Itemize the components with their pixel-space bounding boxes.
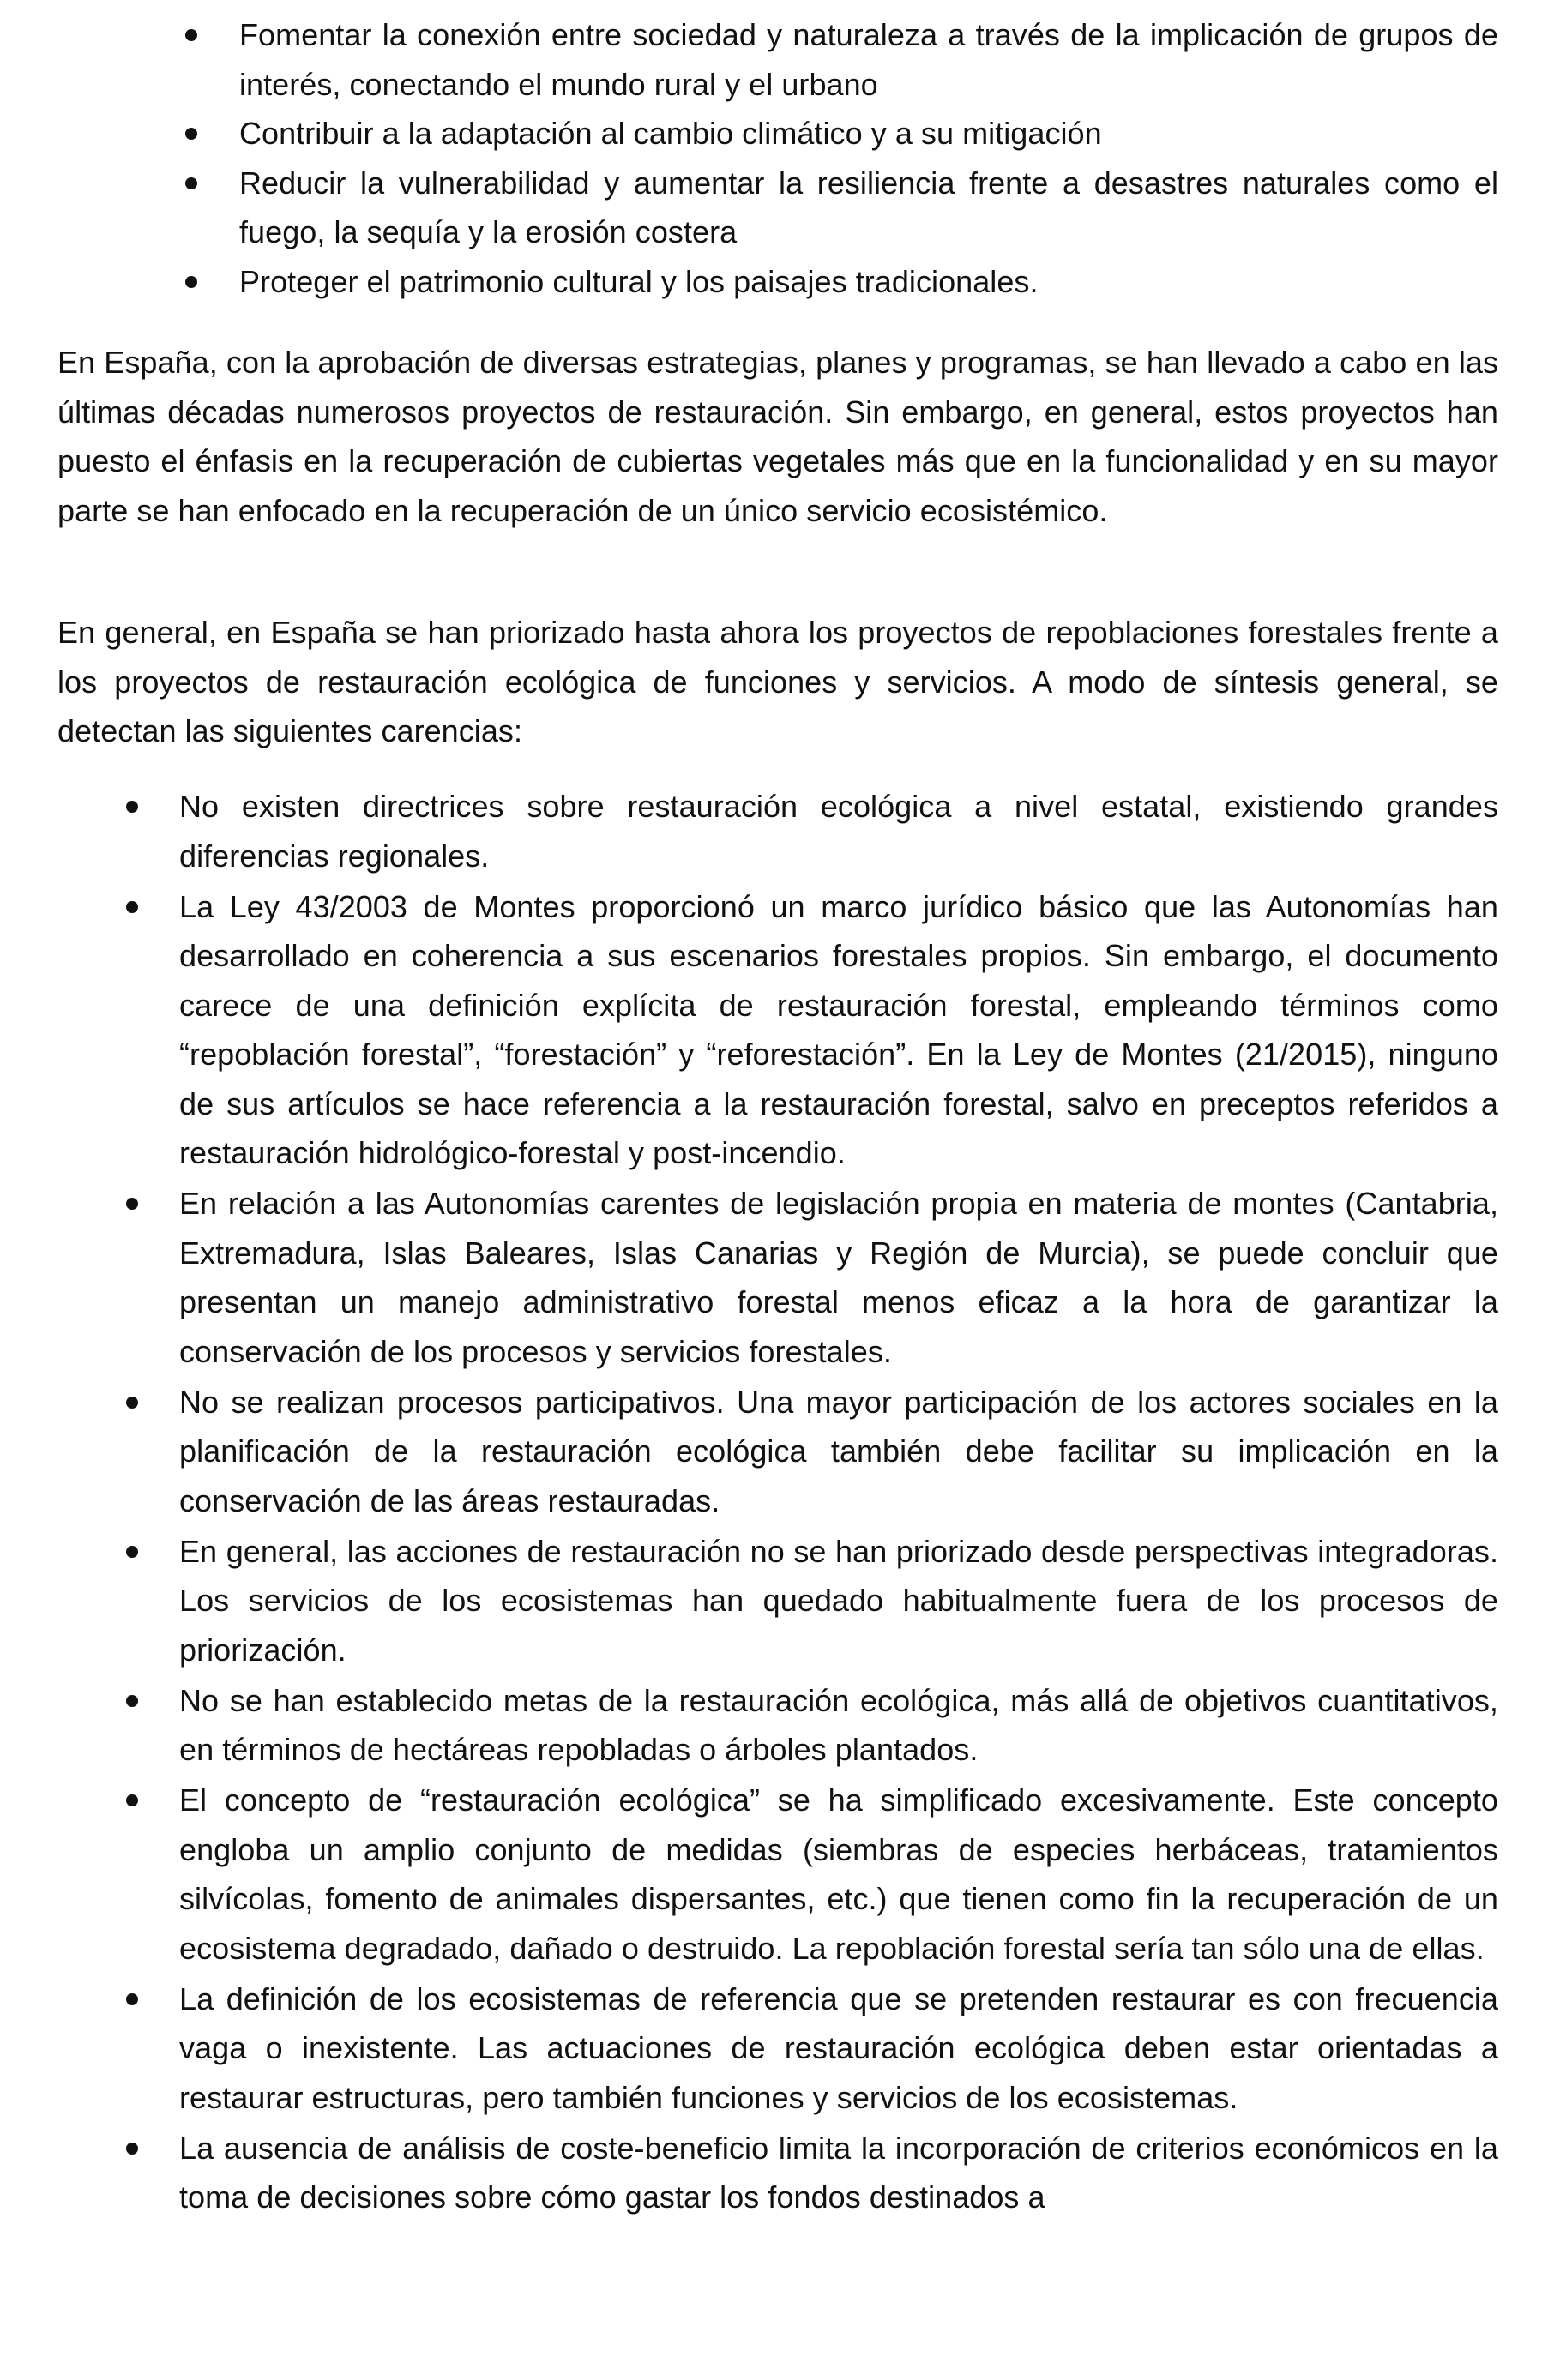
objectives-bullet-list [239, 10, 1498, 306]
bullet-icon [126, 1546, 138, 1558]
bullet-text: La Ley 43/2003 de Montes proporcionó un marco jurídico básico que las Autonomías han desarrollado en coherencia a sus escenarios forestales propios. Sin embargo, el documento carece de una definición explícita de restauración forestal, empleando términos como “repoblación forestal”, “forestación” y “reforestación”. En la Ley de Montes (21/2015), ninguno de sus artículos se hace referencia a la restauración forestal, salvo en preceptos referidos a restauración hidrológico-forestal y post-incendio. [179, 888, 1498, 1170]
bullet-icon [185, 276, 197, 288]
bullet-text: Reducir la vulnerabilidad y aumentar la resiliencia frente a desastres naturales como el fuego, la sequía y la erosión costera [239, 165, 1498, 249]
bullet-text: No existen directrices sobre restauración ecológica a nivel estatal, existiendo grandes diferencias regionales. [179, 789, 1498, 874]
bullet-icon [126, 801, 138, 813]
bullet-text: Proteger el patrimonio cultural y los paisajes tradicionales. [239, 263, 1039, 299]
body-paragraph: En general, en España se han priorizado hasta ahora los proyectos de repoblaciones forestales frente a los proyectos de restauración ecológica de funciones y servicios. A modo de síntesis general, se detectan las siguientes carencias: [57, 615, 1498, 748]
bullet-icon [126, 1794, 138, 1806]
bullet-icon [126, 2143, 138, 2155]
bullet-text: El concepto de “restauración ecológica” se ha simplificado excesivamente. Este concepto engloba un amplio conjunto de medidas (siembras de especies herbáceas, tratamientos silvícolas, fomento de animales dispersantes, etc.) que tienen como fin la recuperación de un ecosistema degradado, dañado o destruido. La repoblación forestal sería tan sólo una de ellas. [179, 1782, 1498, 1966]
list-item [179, 2124, 1498, 2222]
list-item [239, 10, 1498, 109]
bullet-icon [126, 1397, 138, 1409]
bullet-icon [126, 1993, 138, 2005]
bullet-text: Contribuir a la adaptación al cambio climático y a su mitigación [239, 116, 1102, 151]
bullet-text: En relación a las Autonomías carentes de legislación propia en materia de montes (Cantabria, Extremadura, Islas Baleares, Islas Canarias y Región de Murcia), se puede concluir que presentan un manejo administrativo forestal menos eficaz a la hora de garantizar la conservación de los procesos y servicios forestales. [179, 1186, 1498, 1369]
bullet-text: No se realizan procesos participativos. Una mayor participación de los actores sociales en la planificación de la restauración ecológica también debe facilitar su implicación en la conservación de las áreas restauradas. [179, 1384, 1498, 1518]
list-item [179, 782, 1498, 880]
bullet-text: No se han establecido metas de la restauración ecológica, más allá de objetivos cuantitativos, en términos de hectáreas repobladas o árboles plantados. [179, 1682, 1498, 1767]
deficiencies-bullet-list [179, 782, 1498, 2223]
list-item [179, 1776, 1498, 1973]
list-item [239, 109, 1498, 159]
list-item [179, 1378, 1498, 1526]
bullet-text: La ausencia de análisis de coste-beneficio limita la incorporación de criterios económicos en la toma de decisiones sobre cómo gastar los fondos destinados a [179, 2130, 1498, 2215]
body-paragraph: En España, con la aprobación de diversas estrategias, planes y programas, se han llevado a cabo en las últimas décadas numerosos proyectos de restauración. Sin embargo, en general, estos proyectos han puesto el énfasis en la recuperación de cubiertas vegetales más que en la funcionalidad y en su mayor parte se han enfocado en la recuperación de un único servicio ecosistémico. [57, 345, 1498, 528]
bullet-icon [126, 901, 138, 913]
bullet-icon [126, 1695, 138, 1707]
list-item [179, 1179, 1498, 1376]
bullet-icon [126, 1198, 138, 1210]
list-item [239, 159, 1498, 257]
bullet-text: Fomentar la conexión entre sociedad y naturaleza a través de la implicación de grupos de interés, conectando el mundo rural y el urbano [239, 17, 1498, 102]
bullet-icon [185, 128, 197, 140]
list-item [239, 257, 1498, 307]
bullet-icon [185, 29, 197, 41]
list-item [179, 1974, 1498, 2123]
list-item [179, 1676, 1498, 1775]
list-item [179, 882, 1498, 1178]
bullet-icon [185, 177, 197, 189]
list-item [179, 1527, 1498, 1675]
bullet-text: La definición de los ecosistemas de referencia que se pretenden restaurar es con frecuencia vaga o inexistente. Las actuaciones de restauración ecológica deben estar orientadas a restaurar estructuras, pero también funciones y servicios de los ecosistemas. [179, 1980, 1498, 2115]
bullet-text: En general, las acciones de restauración no se han priorizado desde perspectivas integradoras. Los servicios de los ecosistemas han quedado habitualmente fuera de los procesos de priorización. [179, 1533, 1498, 1668]
